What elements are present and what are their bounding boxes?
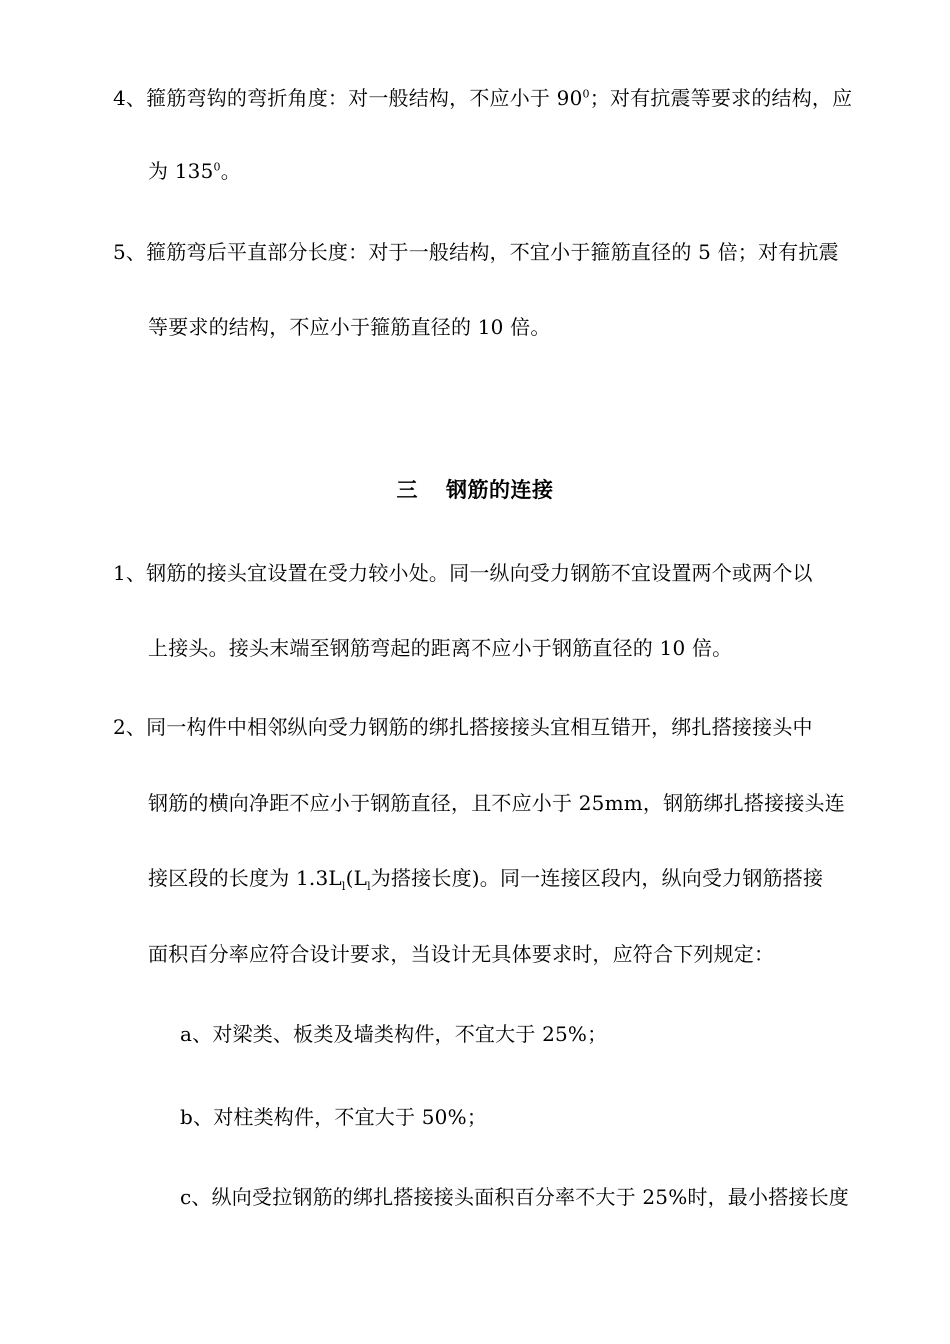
item-5-line-1: 5、箍筋弯后平直部分长度：对于一般结构，不宜小于箍筋直径的 5 倍；对有抗震 <box>113 240 839 264</box>
item-4-text-d: 。 <box>220 159 241 183</box>
lap-length-text-a: 接区段的长度为 1.3L <box>148 866 342 890</box>
sub-item-b: b、对柱类构件，不宜大于 50%； <box>180 1105 488 1129</box>
item-4-text-b: ；对有抗震等要求的结构，应 <box>589 86 853 110</box>
degree-superscript: 0 <box>213 160 221 174</box>
sub-item-a: a、对梁类、板类及墙类构件，不宜大于 25%； <box>180 1022 608 1046</box>
section-title: 钢筋的连接 <box>446 478 554 502</box>
connection-item-2-line-1: 2、同一构件中相邻纵向受力钢筋的绑扎搭接接头宜相互错开，绑扎搭接接头中 <box>113 715 813 739</box>
subscript-l: l <box>341 880 346 893</box>
connection-item-2-line-2: 钢筋的横向净距不应小于钢筋直径，且不应小于 25mm，钢筋绑扎搭接接头连 <box>148 791 845 815</box>
connection-item-1-line-2: 上接头。接头末端至钢筋弯起的距离不应小于钢筋直径的 10 倍。 <box>148 636 733 660</box>
section-number: 三 <box>396 478 418 502</box>
section-heading <box>0 476 950 504</box>
degree-superscript: 0 <box>582 87 590 101</box>
item-4-text-a: 4、箍筋弯钩的弯折角度：对一般结构，不应小于 90 <box>113 86 583 110</box>
lap-length-text-c: 为搭接长度)。同一连接区段内，纵向受力钢筋搭接 <box>370 866 824 890</box>
lap-length-text-b: (L <box>345 866 368 890</box>
connection-item-1-line-1: 1、钢筋的接头宜设置在受力较小处。同一纵向受力钢筋不宜设置两个或两个以 <box>113 561 813 585</box>
item-5-line-2: 等要求的结构，不应小于箍筋直径的 10 倍。 <box>148 315 551 339</box>
sub-item-c: c、纵向受拉钢筋的绑扎搭接接头面积百分率不大于 25%时，最小搭接长度 <box>180 1185 850 1209</box>
subscript-l: l <box>367 880 371 893</box>
item-4-line-1 <box>113 84 852 112</box>
item-4-text-c: 为 135 <box>148 159 214 183</box>
connection-item-2-line-4: 面积百分率应符合设计要求，当设计无具体要求时，应符合下列规定： <box>148 942 775 966</box>
item-4-line-2 <box>148 157 241 185</box>
connection-item-2-line-3 <box>148 864 823 892</box>
